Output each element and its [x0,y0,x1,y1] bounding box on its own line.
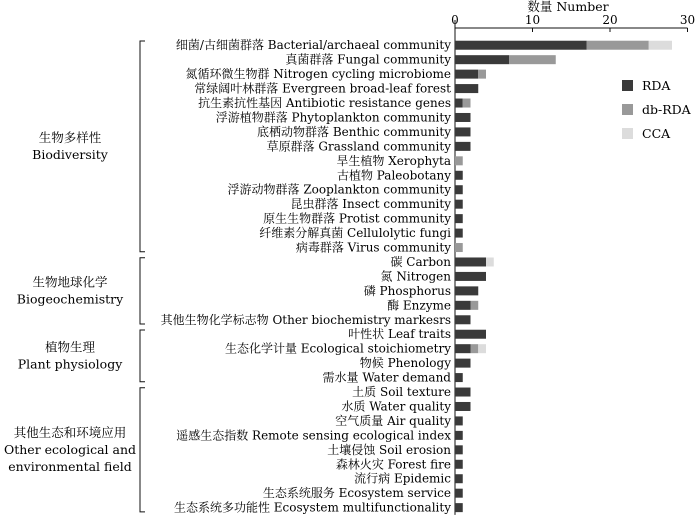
bar-rda-segment [455,474,463,483]
group-label-en: Other ecological and [3,441,137,457]
legend-swatch-db-rda [622,104,633,115]
bar-rda-segment [455,70,478,79]
group-bracket [140,330,145,382]
x-tick-label: 30 [679,13,696,27]
bar-db-rda-segment [463,99,471,108]
category-label: 病毒群落 Virus community [295,240,451,255]
legend [622,78,692,141]
bar-rda-segment [455,272,486,281]
category-label: 原生生物群落 Protist community [263,211,451,226]
bar-rda-segment [455,142,471,151]
x-tick-label: 20 [602,13,618,27]
bar-db-rda-segment [478,70,486,79]
category-label: 底栖动物群落 Benthic community [257,124,451,139]
category-label: 真菌群落 Fungal community [285,52,451,67]
x-tick-label: 10 [524,13,541,27]
group-label-en: environmental field [8,458,132,474]
category-label: 氮循环微生物群 Nitrogen cycling microbiome [185,67,451,82]
bar-db-rda-segment [455,156,463,165]
category-label: 需水量 Water demand [322,370,451,385]
category-label: 旱生植物 Xerophyta [336,153,451,168]
category-label: 生态化学计量 Ecological stoichiometry [224,341,451,356]
legend-label: db-RDA [642,102,691,117]
legend-label: RDA [642,78,671,93]
category-label: 遥感生态指数 Remote sensing ecological index [176,428,451,443]
bar-db-rda-segment [509,55,556,64]
group-label-zh: 生物多样性 [38,129,102,145]
bar-rda-segment [455,503,463,512]
legend-swatch-cca [622,128,633,139]
bar-cca-segment [478,344,486,353]
bar-rda-segment [455,55,509,64]
bar-db-rda-segment [471,301,479,310]
bar-rda-segment [455,388,471,397]
category-label: 流行病 Epidemic [354,471,451,486]
category-label: 森林火灾 Forest fire [335,457,451,472]
category-label: 氮 Nitrogen [380,269,451,284]
bar-rda-segment [455,84,478,93]
bar-rda-segment [455,229,463,238]
category-label: 叶性状 Leaf traits [348,327,451,342]
category-labels [161,37,452,514]
bar-rda-segment [455,373,463,382]
category-label: 常绿阔叶林群落 Evergreen broad-leaf forest [194,81,451,96]
category-label: 浮游植物群落 Phytoplankton community [215,110,451,125]
bar-rda-segment [455,359,471,368]
bar-rda-segment [455,127,471,136]
category-label: 生态系统服务 Ecosystem service [262,486,451,501]
group-label-en: Plant physiology [17,356,123,372]
bar-db-rda-segment [471,344,479,353]
category-label: 昆虫群落 Insect community [290,197,451,212]
category-label: 抗生素抗性基因 Antibiotic resistance genes [198,96,451,111]
bars-layer [455,41,672,512]
bar-cca-segment [486,257,494,266]
category-label: 其他生物化学标志物 Other biochemistry markesrs [160,312,451,327]
category-label: 物候 Phenology [359,356,451,371]
x-tick-label: 0 [451,13,459,27]
x-axis-title: 数量 Number [527,0,609,14]
bar-rda-segment [455,489,463,498]
category-label: 细菌/古细菌群落 Bacterial/archaeal community [175,38,451,53]
bar-rda-segment [455,200,463,209]
category-label: 空气质量 Air quality [335,413,451,428]
legend-label: CCA [642,126,671,141]
category-label: 草原群落 Grassland community [266,139,451,154]
group-bracket [140,258,145,324]
legend-swatch-rda [622,80,633,91]
category-label: 浮游动物群落 Zooplankton community [227,182,451,197]
group-label-zh: 植物生理 [44,339,96,355]
group-label-en: Biodiversity [32,146,108,162]
bar-rda-segment [455,460,463,469]
category-label: 古植物 Paleobotany [336,168,451,183]
bar-rda-segment [455,301,471,310]
bar-rda-segment [455,330,486,339]
bar-rda-segment [455,185,463,194]
bar-rda-segment [455,257,486,266]
bar-db-rda-segment [587,41,649,50]
category-label: 生态系统多功能性 Ecosystem multifunctionality [173,500,451,515]
bar-rda-segment [455,344,471,353]
bar-rda-segment [455,99,463,108]
category-label: 土质 Soil texture [352,385,451,400]
category-label: 土壤侵蚀 Soil erosion [327,442,451,457]
group-brackets [4,41,145,512]
bar-cca-segment [649,41,672,50]
bar-rda-segment [455,171,463,180]
bar-rda-segment [455,431,463,440]
bar-rda-segment [455,113,471,122]
category-label: 纤维素分解真菌 Cellulolytic fungi [259,226,451,241]
bar-rda-segment [455,416,463,425]
bar-rda-segment [455,402,471,411]
group-label-zh: 生物地球化学 [32,274,108,290]
group-label-en: Biogeochemistry [16,291,124,307]
category-label: 水质 Water quality [341,399,451,414]
bar-db-rda-segment [455,243,463,252]
bar-rda-segment [455,315,471,324]
bar-rda-segment [455,41,587,50]
bar-rda-segment [455,445,463,454]
group-label-zh: 其他生态和环境应用 [13,424,127,440]
bar-rda-segment [455,214,463,223]
group-bracket [140,41,145,252]
category-label: 磷 Phosphorus [363,283,451,298]
bar-rda-segment [455,286,478,295]
category-label: 碳 Carbon [390,254,451,269]
group-bracket [140,388,145,512]
category-label: 酶 Enzyme [387,298,451,313]
